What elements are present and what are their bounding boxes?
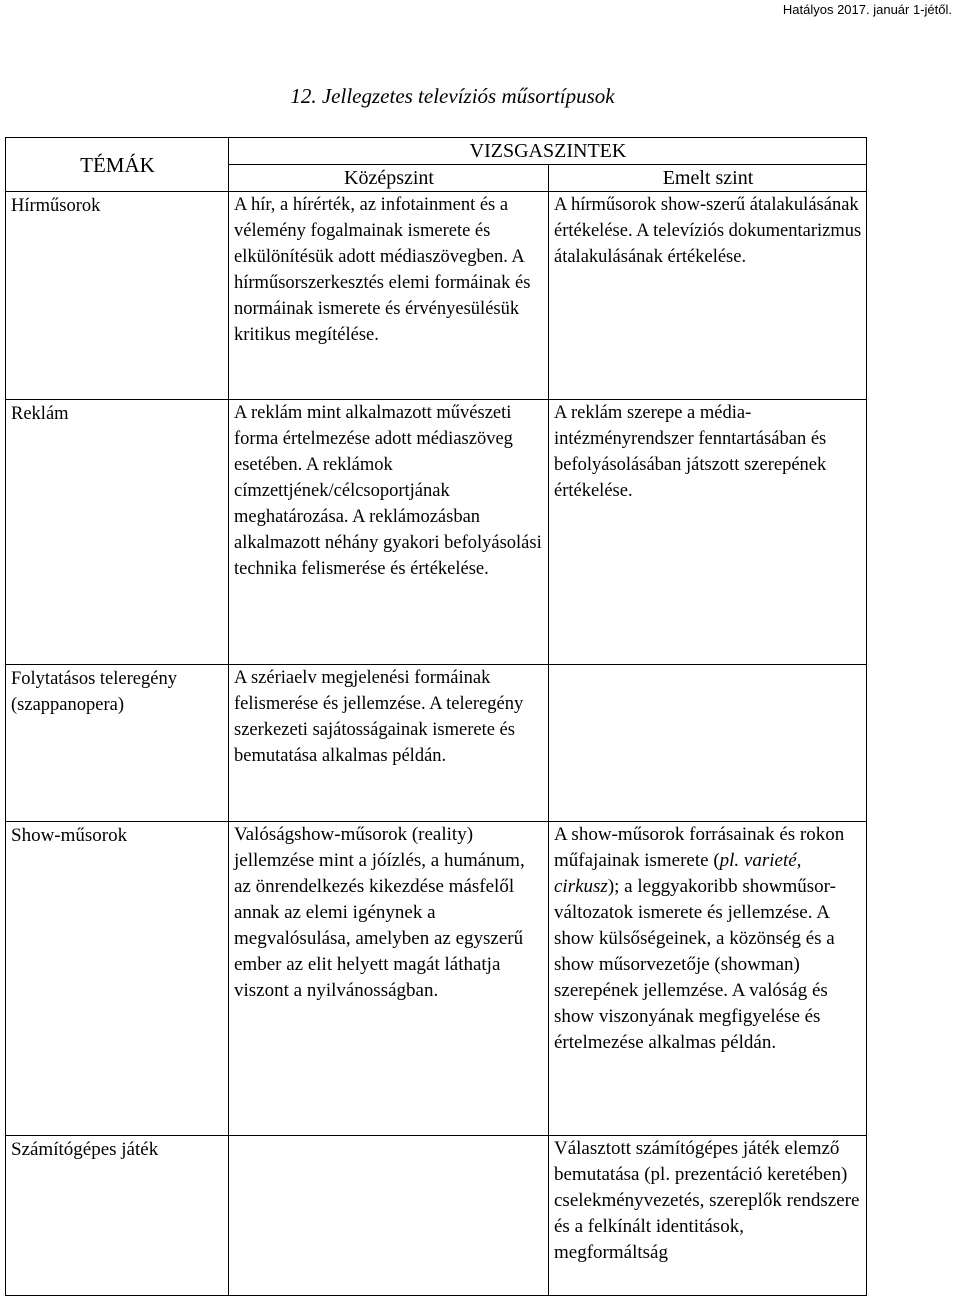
theme-cell: Hírműsorok [6, 192, 229, 400]
mid-level-cell: A reklám mint alkalmazott művészeti forma értelmezése adott médiaszöveg esetében. A reklámok címzettjének/célcsoportjának meghatározása. A reklámozásban alkalmazott néhány gyakori befolyásolási technika felismerése és értékelése. [229, 400, 549, 665]
exam-levels-header: VIZSGASZINTEK [229, 138, 867, 165]
table-row [6, 1136, 867, 1296]
advanced-text-italic: pl. varieté, cirkusz [554, 850, 802, 897]
advanced-text-part: ); a leggyakoribb showműsor-változatok ismerete és jellemzése. A show külsőségeinek, a közönség és a show műsorvezetője (showman) szerepének jellemzése. A valóság és show viszonyának megfigyelése és értelmezése alkalmas példán. [554, 876, 836, 1053]
mid-level-cell: A hír, a hírérték, az infotainment és a vélemény fogalmainak ismerete és elkülönítésük adott médiaszövegben. A hírműsorszerkesztés elemi formáinak és normáinak ismerete és érvényesülésük kritikus megítélése. [229, 192, 549, 400]
effective-date-note: Hatályos 2017. január 1-jétől. [782, 2, 952, 17]
advanced-level-cell: A reklám szerepe a média-intézményrendszer fenntartásában és befolyásolásában játszott szerepének értékelése. [549, 400, 867, 665]
theme-cell: Show-műsorok [6, 822, 229, 1136]
theme-cell: Reklám [6, 400, 229, 665]
table-row [6, 400, 867, 665]
exam-levels-table [5, 137, 867, 1296]
mid-level-cell: Valóságshow-műsorok (reality) jellemzése mint a jóízlés, a humánum, az önrendelkezés kikezdése másfelől annak az elemi igénynek a megvalósulása, amelyben az egyszerű ember az elit helyett magát láthatja viszont a nyilvánosságban. [229, 822, 549, 1136]
advanced-level-cell [549, 665, 867, 822]
mid-level-cell [229, 1136, 549, 1296]
advanced-text-part: A show-műsorok forrásainak és rokon műfajainak ismerete ( [554, 824, 845, 871]
table-row [6, 822, 867, 1136]
mid-level-cell: A szériaelv megjelenési formáinak felismerése és jellemzése. A teleregény szerkezeti sajátosságainak ismerete és bemutatása alkalmas példán. [229, 665, 549, 822]
advanced-level-cell [549, 822, 867, 1136]
advanced-level-header: Emelt szint [549, 165, 867, 192]
theme-cell: Számítógépes játék [6, 1136, 229, 1296]
advanced-level-cell: Választott számítógépes játék elemző bemutatása (pl. prezentáció keretében) cselekményvezetés, szereplők rendszere és a felkínált identitások, megformáltság [549, 1136, 867, 1296]
table-row [6, 192, 867, 400]
theme-cell: Folytatásos teleregény (szappanopera) [6, 665, 229, 822]
section-title: 12. Jellegzetes televíziós műsortípusok [290, 84, 615, 108]
themes-header: TÉMÁK [6, 138, 229, 192]
table-row [6, 665, 867, 822]
mid-level-header: Középszint [229, 165, 549, 192]
advanced-level-cell: A hírműsorok show-szerű átalakulásának értékelése. A televíziós dokumentarizmus átalakulásának értékelése. [549, 192, 867, 400]
